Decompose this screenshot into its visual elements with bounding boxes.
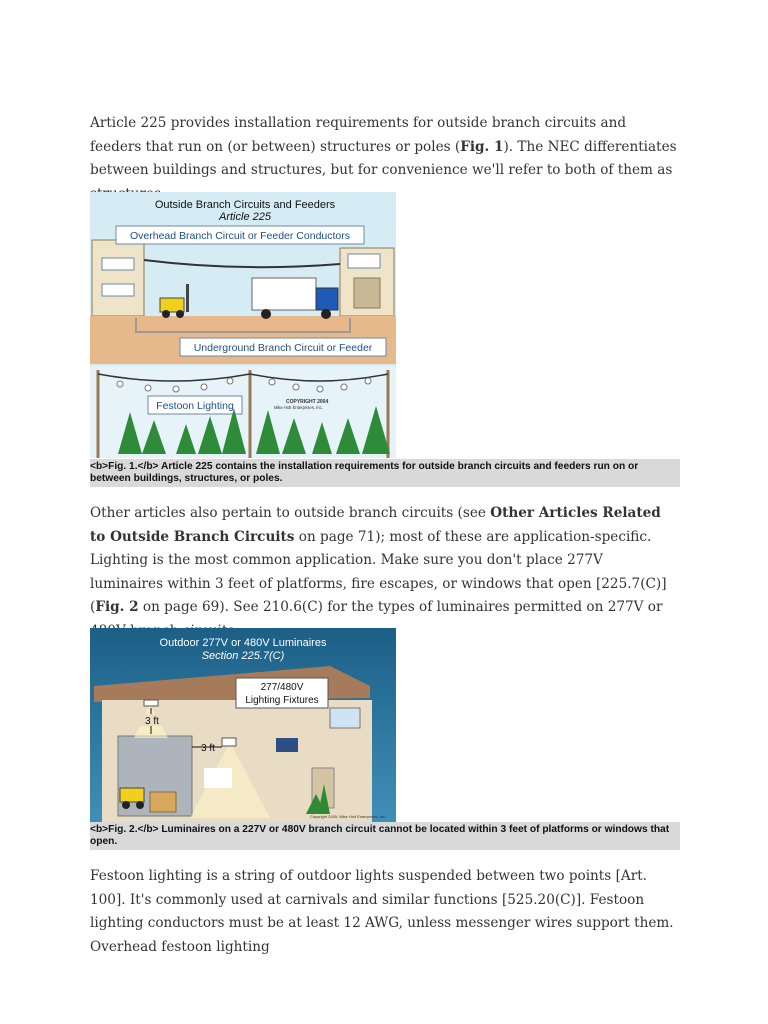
figure-2-svg: [90, 628, 396, 822]
paragraph-text: Other articles also pertain to outside branch circuits (see: [90, 505, 491, 521]
paragraph-text: ). The NEC differentiates between buildings and structures, but for convenience we'll refer to both of them as: [90, 138, 677, 178]
figure-reference: Fig. 1: [460, 138, 504, 155]
figure-1-caption: <b>Fig. 1.</b> Article 225 contains the installation requirements for outside branch circuits and feeders run on or between buildings, structures, or poles.: [90, 459, 680, 487]
figure-reference: Fig. 2: [95, 599, 139, 615]
paragraph-other-articles: [90, 502, 680, 643]
dimension-vertical: 3 ft: [145, 716, 159, 727]
callout-voltage: 277/480V: [260, 682, 304, 693]
paragraph-text: on page 69). See 210.6(C) for the types of luminaires permitted on 277V or: [142, 599, 663, 615]
overhead-label: Overhead Branch Circuit or Feeder Conductors: [129, 230, 351, 242]
figure-2-subtitle: Section 225.7(C): [201, 650, 285, 662]
callout-fixtures: Lighting Fixtures: [245, 695, 319, 706]
paragraph-text: on page 71); most of these are application-specific. Lighting is the most common application. Make sure you don't place 277V luminaires within 3 feet of platforms, fire escapes, or windows that open [225.7(C)] (: [90, 528, 667, 615]
figure-1-illustration: [90, 192, 396, 458]
figure-2-caption: <b>Fig. 2.</b> Luminaires on a 227V or 480V branch circuit cannot be located within 3 feet of platforms or windows that open.: [90, 822, 680, 850]
festoon-label: Festoon Lighting: [156, 400, 234, 412]
figure-2-title: Outdoor 277V or 480V Luminaires: [159, 637, 327, 649]
figure-1-svg: [90, 192, 396, 458]
dimension-horizontal: 3 ft: [201, 743, 215, 754]
figure-2-illustration: [90, 628, 396, 822]
figure-1-title: Outside Branch Circuits and Feeders: [154, 199, 336, 211]
paragraph-text: Article 225 provides installation requirements for outside branch circuits and feeders that run on (or between) structures or poles (: [90, 115, 627, 155]
figure-2: [90, 628, 678, 850]
figure-1: [90, 192, 678, 484]
figure-1-copyright: COPYRIGHT 2004: [286, 399, 329, 405]
figure-2-copyright: Copyright 2005, Mike Holt Enterprises, Inc.: [309, 814, 386, 819]
figure-1-subtitle: Article 225: [219, 211, 271, 223]
paragraph-festoon: Festoon lighting is a string of outdoor lights suspended between two points [Art. 100]. It's commonly used at carnivals and similar functions [525.20(C)]. Festoon lighting conductors must be at least 12 AWG, unless messenger wires support them. Overhead festoon lighting: [90, 868, 674, 955]
section-reference: Other Articles Related to Outside Branch Circuits: [90, 505, 661, 545]
figure-1-copyright-owner: Mike Holt Enterprises, Inc.: [274, 405, 323, 410]
underground-label: Underground Branch Circuit or Feeder: [193, 342, 373, 354]
